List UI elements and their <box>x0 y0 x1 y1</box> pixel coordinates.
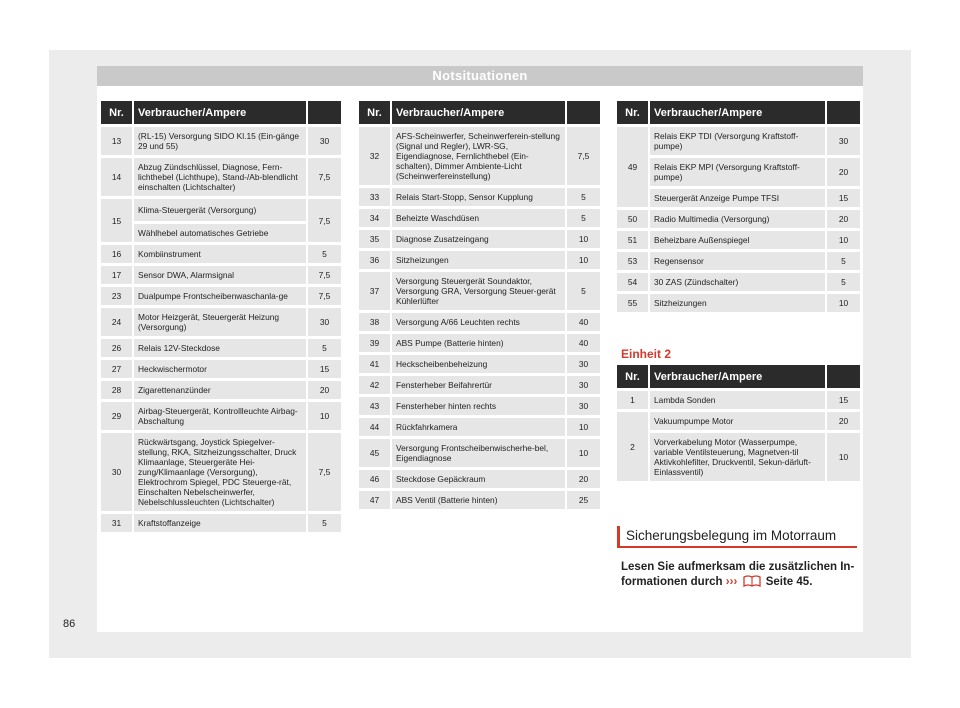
table-row <box>101 221 341 242</box>
fuse-consumer: Dualpumpe Frontscheibenwaschanla-ge <box>134 284 308 305</box>
fuse-consumer: Rückwärtsgang, Joystick Spiegelver-stellung, RKA, Sitzheizungsschalter, Druck Klimaanlage, Steuergeräte Hei-zung/Klimaanlage (Versorgung), Elektrochrom Spiegel, PDC Steuerge-rät, Einschalten Nebelscheinwerfer, Nebelschlussleuchten (Lichtschalter) <box>134 430 308 511</box>
fuse-ampere: 10 <box>567 436 600 467</box>
fuse-consumer: Klima-Steuergerät (Versorgung) <box>134 196 308 221</box>
fuse-consumer: Relais Start-Stopp, Sensor Kupplung <box>392 185 567 206</box>
fuse-ampere: 20 <box>827 409 860 430</box>
fuse-ampere: 30 <box>567 373 600 394</box>
table-row <box>617 409 860 430</box>
fuse-ampere: 30 <box>567 394 600 415</box>
fuse-nr: 35 <box>359 227 392 248</box>
table-row <box>617 228 860 249</box>
page-header: Notsituationen <box>97 66 863 86</box>
table-row <box>359 352 600 373</box>
fuse-consumer: Sensor DWA, Alarmsignal <box>134 263 308 284</box>
table-row <box>617 430 860 481</box>
note-line-2: formationen durch <box>621 576 723 588</box>
col-nr-header: Nr. <box>617 101 650 124</box>
table-row <box>617 124 860 155</box>
fuse-consumer: AFS-Scheinwerfer, Scheinwerferein-stellung (Signal und Regler), LWR-SG, Eigendiagnose, Fernlichthebel (Ein-schalten), Dimmer Ambiente-Licht (Scheinwerfereinstellung) <box>392 124 567 185</box>
fuse-ampere: 7,5 <box>308 196 341 242</box>
fuse-consumer: Versorgung A/66 Leuchten rechts <box>392 310 567 331</box>
fuse-ampere: 10 <box>567 248 600 269</box>
table-row <box>101 430 341 511</box>
fuse-ampere: 10 <box>827 430 860 481</box>
fuse-consumer: ABS Ventil (Batterie hinten) <box>392 488 567 509</box>
fuse-ampere: 5 <box>567 269 600 310</box>
table-row <box>101 336 341 357</box>
fuse-consumer: Kombiinstrument <box>134 242 308 263</box>
table-row <box>617 186 860 207</box>
fuse-consumer: Lambda Sonden <box>650 388 827 409</box>
fuse-nr: 38 <box>359 310 392 331</box>
fuse-ampere: 30 <box>567 352 600 373</box>
engine-fuse-heading: Sicherungsbelegung im Motorraum <box>617 526 857 548</box>
fuse-consumer: Relais EKP TDI (Versorgung Kraftstoff-pumpe) <box>650 124 827 155</box>
fuse-nr: 15 <box>101 196 134 242</box>
table-row <box>359 467 600 488</box>
fuse-ampere: 5 <box>567 185 600 206</box>
fuse-table-2 <box>359 101 600 509</box>
fuse-table-3 <box>617 101 860 312</box>
book-icon <box>743 575 761 592</box>
unit-2-table <box>617 365 860 481</box>
fuse-ampere: 30 <box>308 305 341 336</box>
unit-2-table-container <box>617 365 860 481</box>
fuse-nr: 42 <box>359 373 392 394</box>
fuse-table-1-container <box>101 101 341 532</box>
table-row <box>359 415 600 436</box>
fuse-consumer: Vorverkabelung Motor (Wasserpumpe, variable Ventilsteuerung, Magnetven-til Aktivkohlefilter, Druckventil, Sekun-därluft-Einlassventil) <box>650 430 827 481</box>
fuse-table-1 <box>101 101 341 532</box>
fuse-consumer: Heckwischermotor <box>134 357 308 378</box>
fuse-consumer: Zigarettenanzünder <box>134 378 308 399</box>
fuse-nr: 23 <box>101 284 134 305</box>
fuse-nr: 49 <box>617 124 650 207</box>
fuse-consumer: Wählhebel automatisches Getriebe <box>134 221 308 242</box>
fuse-consumer: Fensterheber hinten rechts <box>392 394 567 415</box>
fuse-consumer: Sitzheizungen <box>650 291 827 312</box>
fuse-nr: 34 <box>359 206 392 227</box>
fuse-nr: 54 <box>617 270 650 291</box>
fuse-ampere: 20 <box>308 378 341 399</box>
fuse-ampere: 20 <box>827 207 860 228</box>
fuse-ampere: 7,5 <box>308 430 341 511</box>
table-row <box>101 284 341 305</box>
table-row <box>359 331 600 352</box>
fuse-nr: 50 <box>617 207 650 228</box>
fuse-ampere: 5 <box>567 206 600 227</box>
unit-2-title: Einheit 2 <box>621 347 672 361</box>
fuse-nr: 46 <box>359 467 392 488</box>
fuse-nr: 53 <box>617 249 650 270</box>
table-row <box>101 305 341 336</box>
table-row <box>101 124 341 155</box>
table-row <box>359 394 600 415</box>
table-row <box>359 248 600 269</box>
fuse-nr: 33 <box>359 185 392 206</box>
fuse-ampere: 40 <box>567 331 600 352</box>
fuse-nr: 47 <box>359 488 392 509</box>
fuse-ampere: 7,5 <box>308 263 341 284</box>
fuse-consumer: Versorgung Frontscheibenwischerhe-bel, Eigendiagnose <box>392 436 567 467</box>
table-row <box>359 185 600 206</box>
fuse-ampere: 10 <box>567 227 600 248</box>
fuse-nr: 51 <box>617 228 650 249</box>
fuse-nr: 17 <box>101 263 134 284</box>
fuse-consumer: Radio Multimedia (Versorgung) <box>650 207 827 228</box>
fuse-nr: 16 <box>101 242 134 263</box>
table-row <box>617 270 860 291</box>
fuse-ampere: 5 <box>827 270 860 291</box>
fuse-consumer: (RL-15) Versorgung SIDO Kl.15 (Ein-gänge 29 und 55) <box>134 124 308 155</box>
fuse-nr: 2 <box>617 409 650 481</box>
table-header-row <box>617 101 860 124</box>
table-row <box>101 155 341 196</box>
fuse-nr: 30 <box>101 430 134 511</box>
fuse-ampere: 25 <box>567 488 600 509</box>
fuse-nr: 27 <box>101 357 134 378</box>
table-row <box>101 357 341 378</box>
table-row <box>617 388 860 409</box>
fuse-nr: 43 <box>359 394 392 415</box>
fuse-consumer: Relais 12V-Steckdose <box>134 336 308 357</box>
table-row <box>359 124 600 185</box>
table-header-row <box>101 101 341 124</box>
col-consumer-header: Verbraucher/Ampere <box>134 101 308 124</box>
fuse-ampere: 5 <box>308 242 341 263</box>
fuse-consumer: Motor Heizgerät, Steuergerät Heizung (Versorgung) <box>134 305 308 336</box>
fuse-ampere: 10 <box>567 415 600 436</box>
table-row <box>359 436 600 467</box>
period: . <box>809 576 813 588</box>
fuse-nr: 44 <box>359 415 392 436</box>
page-number: 86 <box>63 618 76 630</box>
fuse-ampere: 40 <box>567 310 600 331</box>
fuse-consumer: Sitzheizungen <box>392 248 567 269</box>
fuse-nr: 13 <box>101 124 134 155</box>
fuse-nr: 26 <box>101 336 134 357</box>
fuse-consumer: Fensterheber Beifahrertür <box>392 373 567 394</box>
table-header-row <box>359 101 600 124</box>
fuse-nr: 32 <box>359 124 392 185</box>
fuse-consumer: Versorgung Steuergerät Soundaktor, Versorgung GRA, Versorgung Steuer-gerät Kühlerlüfter <box>392 269 567 310</box>
fuse-ampere: 5 <box>308 511 341 532</box>
col-consumer-header: Verbraucher/Ampere <box>392 101 567 124</box>
fuse-consumer: 30 ZAS (Zündschalter) <box>650 270 827 291</box>
fuse-ampere: 30 <box>827 124 860 155</box>
col-nr-header: Nr. <box>617 365 650 388</box>
table-row <box>101 263 341 284</box>
fuse-nr: 31 <box>101 511 134 532</box>
fuse-nr: 24 <box>101 305 134 336</box>
fuse-table-2-container <box>359 101 600 509</box>
fuse-consumer: Rückfahrkamera <box>392 415 567 436</box>
table-row <box>101 511 341 532</box>
fuse-nr: 14 <box>101 155 134 196</box>
fuse-consumer: Abzug Zündschlüssel, Diagnose, Fern-lichthebel (Lichthupe), Stand-/Ab-blendlicht einschalten (Lichtschalter) <box>134 155 308 196</box>
col-consumer-header: Verbraucher/Ampere <box>650 101 827 124</box>
table-row <box>617 291 860 312</box>
fuse-consumer: ABS Pumpe (Batterie hinten) <box>392 331 567 352</box>
fuse-consumer: Beheizte Waschdüsen <box>392 206 567 227</box>
table-row <box>359 310 600 331</box>
table-row <box>359 373 600 394</box>
table-row <box>101 196 341 221</box>
arrows: ››› <box>725 576 738 588</box>
table-row <box>617 207 860 228</box>
fuse-ampere: 7,5 <box>308 155 341 196</box>
fuse-consumer: Regensensor <box>650 249 827 270</box>
table-row <box>617 155 860 186</box>
fuse-consumer: Beheizbare Außenspiegel <box>650 228 827 249</box>
fuse-consumer: Steckdose Gepäckraum <box>392 467 567 488</box>
fuse-ampere: 5 <box>308 336 341 357</box>
fuse-nr: 37 <box>359 269 392 310</box>
fuse-nr: 1 <box>617 388 650 409</box>
fuse-nr: 45 <box>359 436 392 467</box>
fuse-table-3-container <box>617 101 860 312</box>
table-row <box>101 399 341 430</box>
fuse-ampere: 15 <box>308 357 341 378</box>
table-row <box>359 269 600 310</box>
fuse-nr: 41 <box>359 352 392 373</box>
col-nr-header: Nr. <box>359 101 392 124</box>
fuse-ampere: 10 <box>827 291 860 312</box>
fuse-consumer: Kraftstoffanzeige <box>134 511 308 532</box>
fuse-consumer: Steuergerät Anzeige Pumpe TFSI <box>650 186 827 207</box>
fuse-ampere: 10 <box>308 399 341 430</box>
fuse-consumer: Relais EKP MPI (Versorgung Kraftstoff-pumpe) <box>650 155 827 186</box>
table-row <box>359 206 600 227</box>
note-line-1: Lesen Sie aufmerksam die zusätzlichen In- <box>621 561 855 573</box>
fuse-ampere: 30 <box>308 124 341 155</box>
engine-note <box>621 560 857 592</box>
table-row <box>101 378 341 399</box>
fuse-ampere: 15 <box>827 186 860 207</box>
fuse-ampere: 10 <box>827 228 860 249</box>
fuse-ampere: 20 <box>567 467 600 488</box>
fuse-ampere: 20 <box>827 155 860 186</box>
table-row <box>617 249 860 270</box>
col-consumer-header: Verbraucher/Ampere <box>650 365 827 388</box>
fuse-ampere: 7,5 <box>567 124 600 185</box>
fuse-nr: 55 <box>617 291 650 312</box>
fuse-ampere: 15 <box>827 388 860 409</box>
page-reference-link[interactable]: Seite 45 <box>765 576 810 588</box>
fuse-nr: 28 <box>101 378 134 399</box>
table-row <box>359 488 600 509</box>
table-row <box>101 242 341 263</box>
table-header-row <box>617 365 860 388</box>
fuse-nr: 39 <box>359 331 392 352</box>
fuse-consumer: Diagnose Zusatzeingang <box>392 227 567 248</box>
fuse-ampere: 5 <box>827 249 860 270</box>
fuse-consumer: Airbag-Steuergerät, Kontrollleuchte Airbag-Abschaltung <box>134 399 308 430</box>
fuse-nr: 29 <box>101 399 134 430</box>
fuse-ampere: 7,5 <box>308 284 341 305</box>
fuse-nr: 36 <box>359 248 392 269</box>
col-nr-header: Nr. <box>101 101 134 124</box>
table-row <box>359 227 600 248</box>
fuse-consumer: Heckscheibenbeheizung <box>392 352 567 373</box>
fuse-consumer: Vakuumpumpe Motor <box>650 409 827 430</box>
